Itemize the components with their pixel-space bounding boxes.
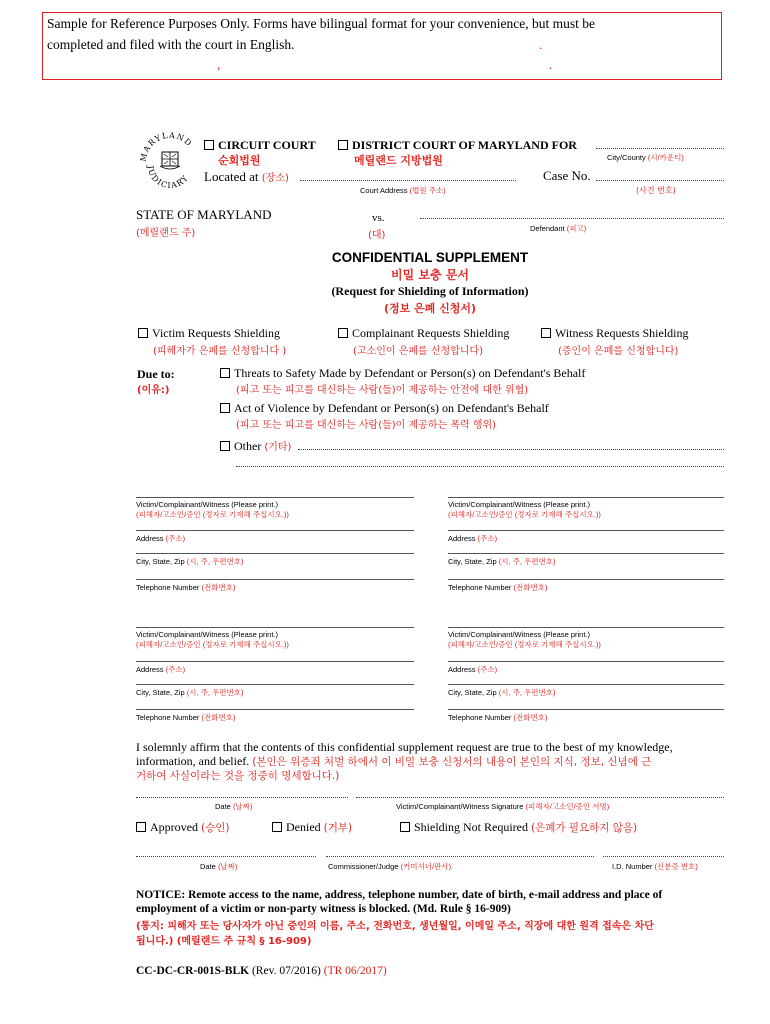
- commissioner-judge-field[interactable]: [326, 856, 594, 857]
- defendant-label: Defendant (피고): [530, 224, 587, 233]
- contact-address-field[interactable]: [448, 661, 724, 662]
- court-address-field[interactable]: [300, 180, 516, 181]
- svg-text:MARYLAND: [139, 131, 194, 163]
- contact-city-label: City, State, Zip (시, 주, 우편번호): [136, 557, 244, 566]
- contact-address-label: Address (주소): [448, 665, 498, 674]
- affirmation-line3-ko: 거하여 사실이라는 것을 정중히 명세합니다.): [136, 770, 340, 782]
- contact-name-field[interactable]: [448, 497, 724, 498]
- contact-name-field[interactable]: [448, 627, 724, 628]
- signature-label: Victim/Complainant/Witness Signature (피해자/고소인/증인 서명): [396, 802, 610, 811]
- vs-ko: (대): [368, 230, 386, 241]
- contact-name-label: Victim/Complainant/Witness (Please print.) (피해자/고소인/증인 (정자로 기재해 주십시오.)): [136, 500, 289, 519]
- notice-ko-line1: (통지: 피해자 또는 당사자가 아닌 증인의 이름, 주소, 전화번호, 생년월일, 이메일 주소, 직장에 대한 원격 접속은 차단: [136, 921, 654, 932]
- due-to-ko: (이유:): [137, 385, 170, 396]
- contact-name-field[interactable]: [136, 627, 414, 628]
- circuit-court-option[interactable]: CIRCUIT COURT: [204, 138, 316, 153]
- form-number: CC-DC-CR-001S-BLK (Rev. 07/2016) (TR 06/2017): [136, 965, 387, 977]
- reason-other-option[interactable]: Other (기타): [220, 438, 291, 454]
- contact-name-field[interactable]: [136, 497, 414, 498]
- contact-city-label: City, State, Zip (시, 주, 우편번호): [136, 688, 244, 697]
- reason-violence-option[interactable]: Act of Violence by Defendant or Person(s) on Defendant's Behalf: [220, 401, 549, 416]
- notice-comma: ,: [217, 57, 221, 72]
- circuit-court-ko: 순회법원: [218, 154, 261, 167]
- contact-phone-field[interactable]: [136, 579, 414, 580]
- other-checkbox[interactable]: [220, 441, 230, 451]
- contact-phone-label: Telephone Number (전화번호): [136, 713, 236, 722]
- maryland-judiciary-seal: [138, 128, 202, 192]
- city-county-label: City/County (시/카운티): [607, 153, 684, 162]
- contact-phone-field[interactable]: [448, 709, 724, 710]
- other-reason-field[interactable]: [298, 449, 724, 450]
- victim-checkbox[interactable]: [138, 328, 148, 338]
- complainant-requests-ko: (고소인이 은폐를 신청합니다): [353, 346, 484, 357]
- denied-option[interactable]: Denied (거부): [272, 820, 352, 835]
- victim-requests-ko: (피해자가 은폐를 신청합니다 ): [153, 346, 287, 357]
- form-subtitle-ko: (정보 은폐 신청서): [383, 302, 477, 315]
- contact-name-label: Victim/Complainant/Witness (Please print.) (피해자/고소인/증인 (정자로 기재해 주십시오.)): [448, 500, 601, 519]
- complainant-checkbox[interactable]: [338, 328, 348, 338]
- approved-option[interactable]: Approved (승인): [136, 820, 229, 835]
- contact-address-label: Address (주소): [136, 534, 186, 543]
- contact-phone-field[interactable]: [136, 709, 414, 710]
- reason-threats-ko: (피고 또는 피고를 대신하는 사람(들)이 제공하는 안전에 대한 위협): [236, 385, 529, 396]
- located-at-label: Located at (장소): [204, 169, 289, 184]
- contact-name-label: Victim/Complainant/Witness (Please print.) (피해자/고소인/증인 (정자로 기재해 주십시오.)): [136, 630, 289, 649]
- reason-violence-ko: (피고 또는 피고를 대신하는 사람(들)이 제공하는 폭력 행위): [236, 420, 497, 431]
- case-no-ko: (사건 번호): [636, 186, 676, 195]
- id-number-field[interactable]: [603, 856, 724, 857]
- state-of-maryland: STATE OF MARYLAND: [136, 207, 272, 222]
- form-title-ko: 비밀 보충 문서: [391, 268, 469, 282]
- svg-text:JUDICIARY: [146, 164, 191, 190]
- seal-bottom-text: JUDICIARY: [145, 165, 191, 191]
- not-required-checkbox[interactable]: [400, 822, 410, 832]
- other-reason-field-line2[interactable]: [236, 466, 724, 467]
- notice-dot: .: [549, 57, 553, 72]
- city-county-field[interactable]: [596, 148, 724, 149]
- commissioner-date-field[interactable]: [136, 856, 316, 857]
- approved-checkbox[interactable]: [136, 822, 146, 832]
- form-subtitle: (Request for Shielding of Information): [331, 284, 529, 298]
- reference-notice-box: [42, 12, 722, 80]
- signature-field[interactable]: [356, 797, 724, 798]
- state-of-maryland-ko: (메릴랜드 주): [136, 228, 196, 239]
- complainant-requests-option[interactable]: Complainant Requests Shielding: [338, 326, 509, 341]
- contact-city-field[interactable]: [448, 684, 724, 685]
- due-to-label: Due to:: [137, 367, 175, 381]
- victim-requests-option[interactable]: Victim Requests Shielding: [138, 326, 280, 341]
- contact-address-label: Address (주소): [448, 534, 498, 543]
- commissioner-date-label: Date (날짜): [200, 862, 238, 871]
- notice-en-line2: employment of a victim or non-party witness is blocked. (Md. Rule § 16-909): [136, 903, 511, 915]
- reference-notice-line2: completed and filed with the court in English.: [47, 37, 295, 52]
- contact-address-field[interactable]: [136, 530, 414, 531]
- notice-ko-line2: 됩니다.) (메릴랜드 주 규칙 § 16-909): [136, 936, 312, 947]
- notice-dot: .: [539, 37, 543, 52]
- contact-city-label: City, State, Zip (시, 주, 우편번호): [448, 557, 556, 566]
- contact-name-label: Victim/Complainant/Witness (Please print.) (피해자/고소인/증인 (정자로 기재해 주십시오.)): [448, 630, 601, 649]
- notice-en-line1: NOTICE: Remote access to the name, address, telephone number, date of birth, e-mail address and place of: [136, 889, 663, 901]
- contact-phone-label: Telephone Number (전화번호): [136, 583, 236, 592]
- shielding-not-required-option[interactable]: Shielding Not Required (은폐가 필요하지 않음): [400, 820, 637, 835]
- form-title: CONFIDENTIAL SUPPLEMENT: [331, 250, 529, 265]
- commissioner-judge-label: Commissioner/Judge (커미셔너/판사): [328, 862, 452, 871]
- reason-threats-option[interactable]: Threats to Safety Made by Defendant or Person(s) on Defendant's Behalf: [220, 366, 585, 381]
- contact-city-label: City, State, Zip (시, 주, 우편번호): [448, 688, 556, 697]
- case-no-label: Case No.: [543, 168, 591, 183]
- contact-address-field[interactable]: [448, 530, 724, 531]
- contact-phone-label: Telephone Number (전화번호): [448, 583, 548, 592]
- witness-requests-ko: (증인이 은폐를 신청합니다): [558, 346, 679, 357]
- seal-top-text: MARYLAND: [138, 130, 194, 163]
- case-no-field[interactable]: [596, 180, 724, 181]
- contact-phone-field[interactable]: [448, 579, 724, 580]
- denied-checkbox[interactable]: [272, 822, 282, 832]
- affirmation-line1: I solemnly affirm that the contents of this confidential supplement request are true to the best of my knowledge,: [136, 740, 673, 754]
- affirmation-line2: information, and belief. (본인은 위증죄 처벌 하에서 이 비밀 보충 신청서의 내용이 본인의 지식, 정보, 신념에 근: [136, 754, 652, 768]
- district-court-checkbox[interactable]: [338, 140, 348, 150]
- contact-city-field[interactable]: [448, 553, 724, 554]
- violence-checkbox[interactable]: [220, 403, 230, 413]
- signature-date-field[interactable]: [136, 797, 348, 798]
- reference-notice-line1: Sample for Reference Purposes Only. Forms have bilingual format for your convenience, but must be: [47, 16, 595, 31]
- contact-address-label: Address (주소): [136, 665, 186, 674]
- contact-phone-label: Telephone Number (전화번호): [448, 713, 548, 722]
- circuit-court-checkbox[interactable]: [204, 140, 214, 150]
- id-number-label: I.D. Number (신분증 번호): [612, 862, 698, 871]
- witness-requests-option[interactable]: Witness Requests Shielding: [541, 326, 689, 341]
- contact-city-field[interactable]: [136, 684, 414, 685]
- signature-date-label: Date (날짜): [215, 802, 253, 811]
- contact-address-field[interactable]: [136, 661, 414, 662]
- witness-checkbox[interactable]: [541, 328, 551, 338]
- contact-city-field[interactable]: [136, 553, 414, 554]
- defendant-field[interactable]: [420, 218, 724, 219]
- vs-label: vs.: [372, 212, 385, 224]
- threats-checkbox[interactable]: [220, 368, 230, 378]
- court-address-label: Court Address (법원 주소): [360, 186, 446, 195]
- district-court-option[interactable]: DISTRICT COURT OF MARYLAND FOR: [338, 138, 577, 153]
- district-court-ko: 메릴랜드 지방법원: [354, 154, 443, 167]
